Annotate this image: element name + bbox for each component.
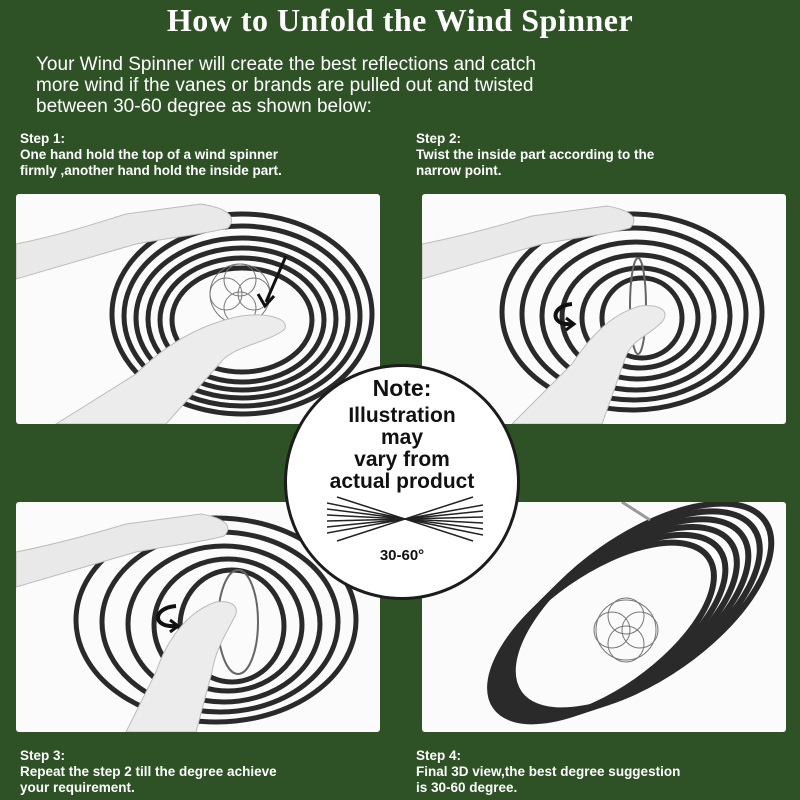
spinner-rings-3d [461,502,786,732]
intro-text [36,54,786,117]
degree-vanes-icon [327,495,483,543]
intro-line-3: between 30-60 degree as shown below: [36,96,372,117]
inside-hand [512,306,665,424]
step-1-line-2: firmly ,another hand hold the inside part. [20,163,282,178]
intro-line-1: Your Wind Spinner will create the best reflections and catch [36,54,536,75]
step-3-line-2: your requirement. [20,780,135,795]
step-1-line-1: One hand hold the top of a wind spinner [20,147,278,162]
hanging-hand [622,502,650,520]
intro-line-2: more wind if the vanes or brands are pulled out and twisted [36,75,534,96]
note-title: Note: [372,375,432,401]
step-2-line-2: narrow point. [416,163,502,178]
note-line-4: actual product [329,470,475,493]
dreamcatcher-center [594,598,658,662]
top-hand [422,206,634,279]
step-3-text [20,748,277,796]
step-4-line-1: Final 3D view,the best degree suggestion [416,764,681,779]
note-degree: 30-60° [379,547,425,564]
step-2-label: Step 2: [416,131,462,146]
step-4-text [416,748,680,796]
step-4-label: Step 4: [416,748,462,763]
step-1-label: Step 1: [20,131,66,146]
step-2-line-1: Twist the inside part according to the [416,147,655,162]
step-2-text [416,131,654,179]
note-line-3: vary from [354,448,450,471]
note-line-1: Illustration [348,404,456,427]
step-1-text [20,131,282,179]
note-circle [284,364,520,600]
step-4-line-2: is 30-60 degree. [416,780,518,795]
note-body [287,405,517,493]
step-3-line-1: Repeat the step 2 till the degree achieve [20,764,277,779]
page-title: How to Unfold the Wind Spinner [166,2,634,38]
step-3-label: Step 3: [20,748,66,763]
note-line-2: may [380,426,424,449]
